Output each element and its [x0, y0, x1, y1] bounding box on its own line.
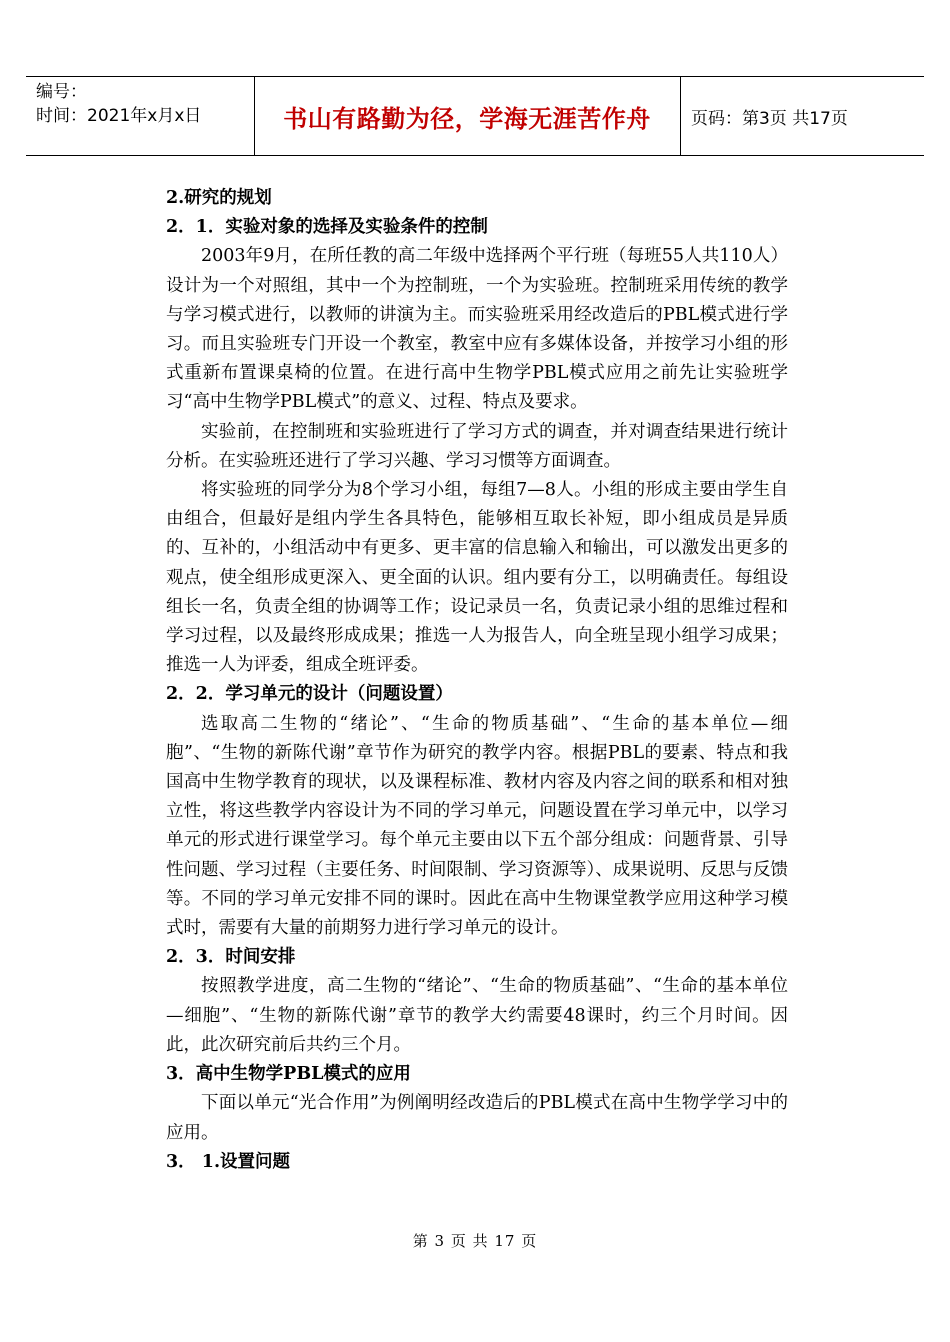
header-divider-right	[680, 76, 681, 156]
section-heading-2-1: 2．1．实验对象的选择及实验条件的控制	[166, 217, 488, 238]
page-footer	[0, 1230, 950, 1251]
section-heading-2: 2.研究的规划	[166, 188, 272, 208]
section-heading-3-1: 3． 1.设置问题	[166, 1151, 291, 1172]
page-header	[26, 76, 924, 156]
document-body	[166, 184, 788, 1177]
paragraph-2-3: 按照教学进度，高二生物的“绪论”、“生命的物质基础”、“生命的基本单位—细胞”、“生物的新陈代谢”章节的教学大约需要48课时，约三个月时间。因此，此次研究前后共约三个月。	[166, 976, 788, 1055]
paragraph-2-1-c: 将实验班的同学分为8个学习小组，每组7—8人。小组的形成主要由学生自由组合，但最好是组内学生各具特色，能够相互取长补短，即小组成员是异质的、互补的，小组活动中有更多、更丰富的信息输入和输出，可以激发出更多的观点，使全组形成更深入、更全面的认识。组内要有分工，以明确责任。每组设组长一名，负责全组的协调等工作；设记录员一名，负责记录小组的思维过程和学习过程，以及最终形成成果；推选一人为报告人，向全班呈现小组学习成果；推选一人为评委，组成全班评委。	[166, 480, 788, 676]
header-motto: 书山有路勤为径，学海无涯苦作舟	[283, 104, 651, 133]
paragraph-2-1-a: 2003年9月，在所任教的高二年级中选择两个平行班（每班55人共110人）设计为一个对照组，其中一个为控制班，一个为实验班。控制班采用传统的教学与学习模式进行，以教师的讲演为主。而实验班采用经改造后的PBL模式进行学习。而且实验班专门开设一个教室，教室中应有多媒体设备，并按学习小组的形式重新布置课桌椅的位置。在进行高中生物学PBL模式应用之前先让实验班学习“高中生物学PBL模式”的意义、过程、特点及要求。	[166, 246, 788, 413]
section-heading-2-2: 2．2．学习单元的设计（问题设置）	[166, 684, 453, 705]
footer-page-number: 第 3 页 共 17 页	[412, 1232, 538, 1250]
section-heading-3: 3．高中生物学PBL模式的应用	[166, 1064, 411, 1085]
header-page-info: 页码：第3页 共17页	[691, 108, 848, 129]
document-number-label: 编号：	[36, 82, 87, 102]
document-time-label: 时间：2021年x月x日	[36, 106, 202, 126]
paragraph-2-1-b: 实验前，在控制班和实验班进行了学习方式的调查，并对调查结果进行统计分析。在实验班还进行了学习兴趣、学习习惯等方面调查。	[166, 421, 788, 471]
header-meta	[36, 80, 256, 128]
paragraph-3: 下面以单元“光合作用”为例阐明经改造后的PBL模式在高中生物学学习中的应用。	[166, 1093, 788, 1143]
section-heading-2-3: 2．3．时间安排	[166, 947, 296, 968]
paragraph-2-2: 选取高二生物的“绪论”、“生命的物质基础”、“生命的基本单位—细胞”、“生物的新陈代谢”章节作为研究的教学内容。根据PBL的要素、特点和我国高中生物学教育的现状，以及课程标准、教材内容及内容之间的联系和相对独立性，将这些教学内容设计为不同的学习单元，问题设置在学习单元中，以学习单元的形式进行课堂学习。每个单元主要由以下五个部分组成：问题背景、引导性问题、学习过程（主要任务、时间限制、学习资源等）、成果说明、反思与反馈等。不同的学习单元安排不同的课时。因此在高中生物课堂教学应用这种学习模式时，需要有大量的前期努力进行学习单元的设计。	[166, 713, 788, 939]
